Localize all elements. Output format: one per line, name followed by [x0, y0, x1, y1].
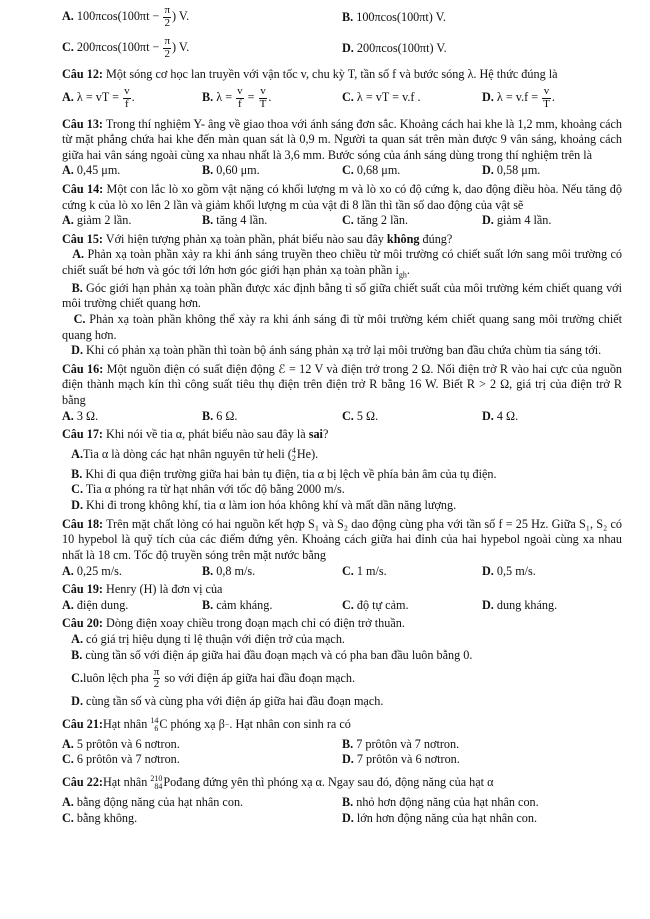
- q15-option-a: A. Phản xạ toàn phần xảy ra khi ánh sáng truyền theo chiều từ môi trường có chiết suất lớn sang môi trường có chiết suất bé hơn và góc tới lớn hơn góc giới hạn phản xạ toàn phần $i_{gh}$.: [62, 247, 622, 280]
- q12-option-a: A. λ = vT = $\frac{v}{f}$ .: [62, 85, 135, 110]
- question-16: Câu 16: Một nguồn điện có suất điện động ℰ = 12 V và điện trở trong 2 Ω. Nối điện trở R vào hai cực của nguồn điện thành mạch kín thì công suất tiêu thụ điện trên điện trở R bằng 16 W. Biết R > 2 Ω, giá trị của điện trở R bằng: [62, 361, 623, 408]
- q21-options-row-1: A. 5 prôtôn và 6 nơtron. B. 7 prôtôn và 7 nơtron.: [62, 736, 460, 751]
- q17-option-c: C. Tia α phóng ra từ hạt nhân với tốc độ bằng 2000 m/s.: [71, 482, 345, 497]
- q15-option-b: B. Góc giới hạn phản xạ toàn phần được xác định bằng tỉ số giữa chiết suất của môi trường kém chiết quang với môi trường chiết quang hơn.: [62, 280, 622, 311]
- q11-option-a: A. 100πcos(100πt − $\frac{\pi}{2}$ ) V.: [62, 4, 190, 29]
- question-14: Câu 14: Một con lắc lò xo gồm vật nặng có khối lượng m và lò xo có độ cứng k, dao động điều hòa. Nếu tăng độ cứng k của lò xo lên 2 lần và giảm khối lượng m của vật đi 8 lần thì tần số dao động của vật sẽ: [62, 182, 622, 212]
- q17-option-b: B. Khi đi qua điện trường giữa hai bản tụ điện, tia α bị lệch về phía bản âm của tụ điện.: [71, 466, 497, 481]
- q20-option-d: D. cùng tần số và cùng pha với điện áp giữa hai đầu đoạn mạch.: [71, 694, 384, 709]
- q17-option-d: D. Khi đi trong không khí, tia α làm ion hóa không khí và mất dần năng lượng.: [71, 498, 457, 513]
- q12-option-d: D. λ = v.f = $\frac{v}{T}$ .: [482, 85, 555, 110]
- q22-options-row-1: A. bằng động năng của hạt nhân con. B. nhỏ hơn động năng của hạt nhân con.: [62, 795, 539, 809]
- question-20: Câu 20: Dòng điện xoay chiều trong đoạn mạch chỉ có điện trở thuần.: [62, 616, 405, 631]
- question-12: Câu 12: Một sóng cơ học lan truyền với vận tốc v, chu kỳ T, tần số f và bước sóng λ. Hệ thức đúng là: [62, 67, 558, 81]
- q11-options-row-2: [62, 33, 622, 64]
- q14-options: A. giảm 2 lần. B. tăng 4 lần. C. tăng 2 lần. D. giảm 4 lần.: [62, 213, 552, 228]
- q11-options-row-1: [62, 2, 622, 33]
- question-18: Câu 18: Trên mặt chất lỏng có hai nguồn kết hợp S₁ và S₂ dao động cùng pha với tần số f = 25 Hz. Giữa S₁, S₂ có 10 hypebol là quỹ tích của các điểm đứng yên. Khoảng cách giữa hai đỉnh của hai hypebol ngoài cùng xa nhau nhất là 18 cm. Tốc độ truyền sóng trên mặt nước bằng: [62, 516, 623, 562]
- q21-options-row-2: C. 6 prôtôn và 7 nơtron. D. 7 prôtôn và 6 nơtron.: [62, 752, 460, 767]
- question-13: Câu 13: Trong thí nghiệm Y- âng về giao thoa với ánh sáng đơn sắc. Khoảng cách hai khe là 1,2 mm, khoảng cách từ mặt phẳng chứa hai khe đến màn quan sát là 0,9 m. Người ta quan sát trên màn được 9 vân sáng, khoảng cách giữa hai vân sáng ngoài cùng xa nhau nhất là 3,6 mm. Bước sóng của ánh sáng dùng trong thí nghiệm trên là: [62, 116, 622, 162]
- q11-option-d: D. 200πcos(100πt) V.: [342, 40, 447, 55]
- q20-option-a: A. có giá trị hiệu dụng tỉ lệ thuận với điện trở của mạch.: [71, 631, 345, 646]
- question-15: Câu 15: Với hiện tượng phản xạ toàn phần, phát biểu nào sau đây không đúng?: [62, 231, 453, 246]
- question-19: Câu 19: Henry (H) là đơn vị của: [62, 582, 223, 597]
- q17-option-a: A. Tia α là dòng các hạt nhân nguyên tử heli ( 4 2 He ) .: [71, 446, 319, 463]
- q15-option-c: C. Phản xạ toàn phần không thể xảy ra khi ánh sáng đi từ môi trường kém chiết quang sang môi trường chiết quang hơn.: [62, 311, 623, 342]
- question-17: Câu 17: Khi nói về tia α, phát biểu nào sau đây là sai?: [62, 427, 329, 442]
- q13-options: A. 0,45 μm. B. 0,60 μm. C. 0,68 μm. D. 0,58 μm.: [62, 163, 541, 178]
- q16-options: A. 3 Ω. B. 6 Ω. C. 5 Ω. D. 4 Ω.: [62, 408, 519, 423]
- q20-option-c: C. luôn lệch pha $\frac{\pi}{2}$ so với điện áp giữa hai đầu đoạn mạch.: [71, 665, 356, 691]
- question-22: Câu 22: Hạt nhân 210 84 Po đang đứng yên thì phóng xạ α. Ngay sau đó, động năng của hạt α: [62, 774, 494, 791]
- question-21: Câu 21: Hạt nhân 14 6 C phóng xạ β − . Hạt nhân con sinh ra có: [62, 716, 351, 733]
- q20-option-b: B. cùng tần số với điện áp giữa hai đầu đoạn mạch và có pha ban đầu luôn bằng 0.: [71, 647, 473, 662]
- q11-option-b: B. 100πcos(100πt) V.: [342, 9, 446, 24]
- q22-options-row-2: C. bằng không. D. lớn hơn động năng của hạt nhân con.: [62, 810, 537, 825]
- q15-option-d: D. Khi có phản xạ toàn phần thì toàn bộ ánh sáng phản xạ trở lại môi trường ban đầu chứa chùm tia sáng tới.: [71, 343, 602, 358]
- q18-options: A. 0,25 m/s. B. 0,8 m/s. C. 1 m/s. D. 0,5 m/s.: [62, 563, 536, 578]
- q11-option-c: C. 200πcos(100πt − $\frac{\pi}{2}$ ) V.: [62, 35, 190, 60]
- q12-option-b: B. λ = $\frac{v}{f}$ = $\frac{v}{T}$ .: [202, 85, 272, 110]
- q19-options: A. điện dung. B. cảm kháng. C. độ tự cảm. D. dung kháng.: [62, 597, 558, 612]
- q12-options: [62, 83, 622, 114]
- q12-option-c: C. λ = vT = v.f .: [342, 90, 421, 105]
